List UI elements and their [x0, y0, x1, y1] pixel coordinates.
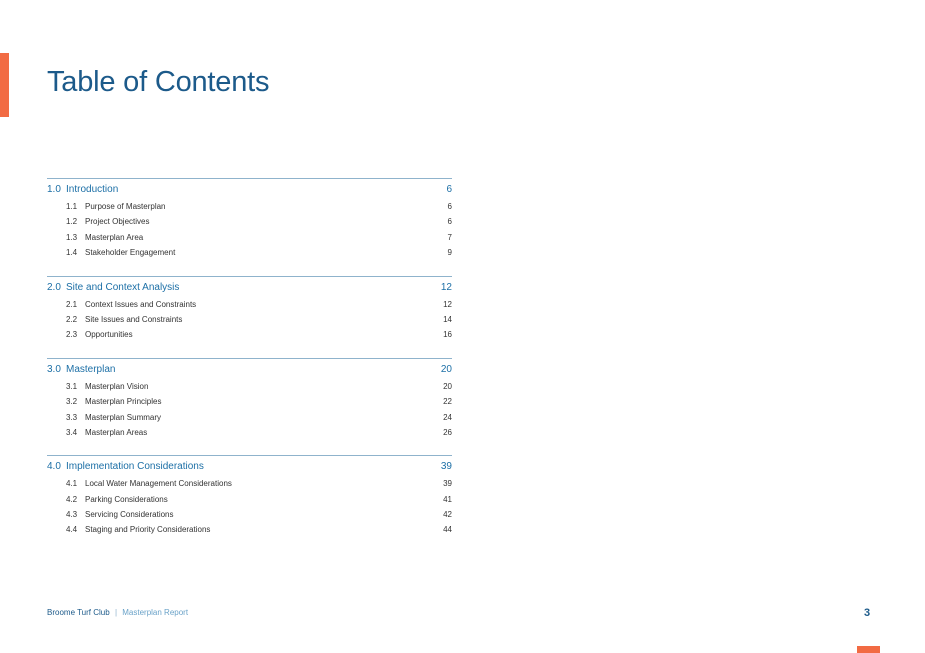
item-label: Parking Considerations [85, 494, 168, 504]
item-page: 7 [447, 232, 452, 242]
toc-entry-masterplan-area[interactable] [47, 230, 452, 245]
toc-entry-project-objectives[interactable] [47, 214, 452, 229]
item-number: 1.3 [66, 232, 78, 242]
item-page: 44 [443, 525, 452, 535]
section-number: 2.0 [47, 281, 61, 293]
item-label: Opportunities [85, 330, 133, 340]
item-page: 14 [443, 314, 452, 324]
item-number: 4.1 [66, 479, 78, 489]
toc-entry-staging-priority[interactable] [47, 522, 452, 537]
toc-entry-opportunities[interactable] [47, 327, 452, 342]
toc-entry-servicing[interactable] [47, 507, 452, 522]
item-label: Servicing Considerations [85, 510, 174, 520]
item-number: 1.2 [66, 217, 78, 227]
toc-entry-masterplan-principles[interactable] [47, 394, 452, 409]
item-label: Site Issues and Constraints [85, 314, 183, 324]
item-number: 4.4 [66, 525, 78, 535]
item-label: Masterplan Vision [85, 381, 149, 391]
toc-section-introduction [47, 178, 452, 261]
item-page: 6 [447, 217, 452, 227]
item-page: 42 [443, 510, 452, 520]
section-label: Implementation Considerations [66, 461, 204, 473]
footer-separator: | [114, 608, 118, 617]
item-page: 9 [447, 248, 452, 258]
item-label: Staging and Priority Considerations [85, 525, 211, 535]
toc-section-implementation [47, 455, 452, 538]
toc-entry-masterplan-summary[interactable] [47, 410, 452, 425]
corner-accent-mark [857, 646, 880, 653]
item-page: 41 [443, 494, 452, 504]
toc-entry-masterplan[interactable] [47, 361, 452, 379]
section-number: 4.0 [47, 461, 61, 473]
item-label: Stakeholder Engagement [85, 248, 176, 258]
item-label: Masterplan Area [85, 232, 144, 242]
item-label: Purpose of Masterplan [85, 202, 166, 211]
item-page: 20 [443, 381, 452, 391]
accent-bar [0, 53, 9, 117]
toc-entry-context-issues[interactable] [47, 297, 452, 312]
footer [47, 608, 188, 617]
item-number: 3.1 [66, 381, 78, 391]
page-title: Table of Contents [47, 66, 270, 98]
section-page: 6 [446, 184, 452, 195]
toc-entry-purpose-of-masterplan[interactable] [47, 199, 452, 214]
item-label: Masterplan Areas [85, 427, 148, 437]
item-page: 12 [443, 299, 452, 309]
section-number: 3.0 [47, 363, 61, 375]
footer-document-title: Masterplan Report [122, 608, 189, 617]
item-label: Local Water Management Considerations [85, 479, 232, 489]
section-label: Introduction [66, 184, 119, 195]
toc-entry-stakeholder-engagement[interactable] [47, 245, 452, 260]
toc-entry-introduction[interactable] [47, 181, 452, 199]
item-number: 2.1 [66, 299, 78, 309]
toc-entry-site-issues[interactable] [47, 312, 452, 327]
item-number: 2.2 [66, 314, 78, 324]
section-page: 12 [440, 281, 452, 293]
toc-entry-masterplan-areas[interactable] [47, 425, 452, 440]
item-page: 24 [443, 412, 452, 422]
toc-entry-site-context-analysis[interactable] [47, 279, 452, 297]
item-number: 3.3 [66, 412, 78, 422]
toc-entry-masterplan-vision[interactable] [47, 379, 452, 394]
footer-organization: Broome Turf Club [47, 608, 110, 617]
section-number: 1.0 [47, 184, 61, 195]
item-label: Masterplan Principles [85, 397, 162, 407]
item-page: 39 [443, 479, 452, 489]
item-label: Project Objectives [85, 217, 150, 227]
item-number: 3.4 [66, 427, 78, 437]
section-label: Site and Context Analysis [66, 281, 180, 293]
item-number: 4.2 [66, 494, 78, 504]
toc-entry-parking[interactable] [47, 492, 452, 507]
table-of-contents [47, 178, 452, 553]
item-label: Context Issues and Constraints [85, 299, 197, 309]
toc-entry-water-management[interactable] [47, 476, 452, 491]
item-number: 1.1 [66, 202, 78, 211]
item-number: 3.2 [66, 397, 78, 407]
item-number: 4.3 [66, 510, 78, 520]
section-page: 39 [440, 461, 452, 473]
page-number: 3 [864, 607, 871, 619]
section-label: Masterplan [66, 363, 116, 375]
toc-entry-implementation[interactable] [47, 458, 452, 476]
item-page: 16 [443, 330, 452, 340]
item-page: 26 [443, 427, 452, 437]
toc-section-site-context-analysis [47, 276, 452, 343]
item-page: 6 [447, 202, 452, 211]
item-number: 2.3 [66, 330, 78, 340]
section-page: 20 [440, 363, 452, 375]
item-page: 22 [443, 397, 452, 407]
toc-section-masterplan [47, 358, 452, 441]
item-label: Masterplan Summary [85, 412, 162, 422]
item-number: 1.4 [66, 248, 78, 258]
